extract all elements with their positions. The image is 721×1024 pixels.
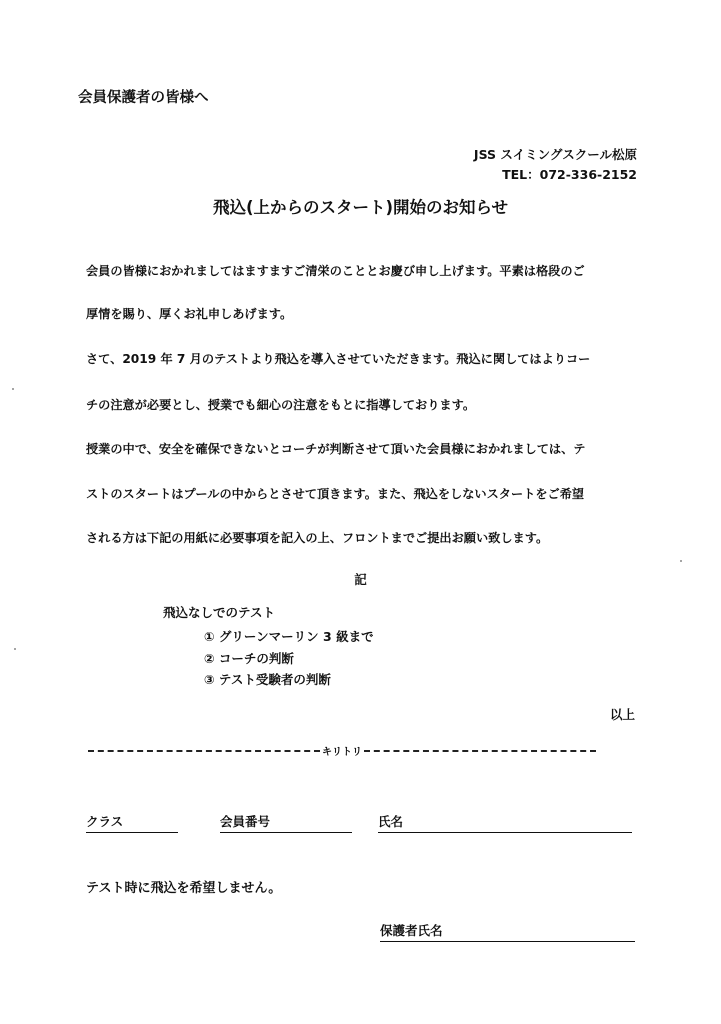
scan-speck — [680, 560, 682, 562]
cut-line-dash-right — [364, 750, 596, 752]
member-number-label: 会員番号 — [220, 814, 271, 829]
guardian-name-label: 保護者氏名 — [380, 923, 443, 938]
scan-speck — [12, 388, 14, 390]
name-label: 氏名 — [378, 814, 404, 829]
telephone: TEL：072-336-2152 — [502, 167, 637, 182]
body-line-4: チの注意が必要とし、授業でも細心の注意をもとに指導しております。 — [86, 398, 476, 412]
name-field[interactable] — [378, 812, 632, 833]
decline-statement: テスト時に飛込を希望しません。 — [86, 881, 282, 896]
body-line-7: される方は下記の用紙に必要事項を記入の上、フロントまでご提出お願い致します。 — [86, 531, 549, 545]
guardian-name-field[interactable] — [380, 921, 635, 942]
body-line-5: 授業の中で、安全を確保できないとコーチが判断させて頂いた会員様におかれましては、テ — [86, 442, 586, 456]
scan-speck — [14, 648, 16, 650]
cut-line — [88, 743, 596, 758]
notice-title: 飛込(上からのスタート)開始のお知らせ — [212, 198, 509, 217]
list-item: ③ テスト受験者の判断 — [204, 672, 331, 687]
cut-line-label: キリトリ — [322, 747, 362, 758]
organization-name: JSS スイミングスクール松原 — [473, 147, 637, 162]
list-heading: 飛込なしでのテスト — [163, 605, 276, 620]
list-item: ② コーチの判断 — [204, 651, 294, 666]
class-label: クラス — [86, 814, 124, 829]
closing-mark: 以上 — [609, 707, 635, 722]
body-line-2: 厚情を賜り、厚くお礼申しあげます。 — [86, 307, 293, 321]
class-field[interactable] — [86, 812, 178, 833]
addressee: 会員保護者の皆様へ — [78, 90, 209, 106]
member-number-field[interactable] — [220, 812, 352, 833]
list-item: ① グリーンマーリン 3 級まで — [204, 629, 374, 644]
body-line-6: ストのスタートはプールの中からとさせて頂きます。また、飛込をしないスタートをご希望 — [86, 487, 585, 501]
ki-heading: 記 — [354, 572, 367, 587]
body-line-1: 会員の皆様におかれましてはますますご清栄のこととお慶び申し上げます。平素は格段のご — [86, 264, 585, 278]
body-line-3: さて、2019 年 7 月のテストより飛込を導入させていただきます。飛込に関してはよりコー — [86, 352, 591, 366]
cut-line-dash-left — [88, 750, 320, 752]
